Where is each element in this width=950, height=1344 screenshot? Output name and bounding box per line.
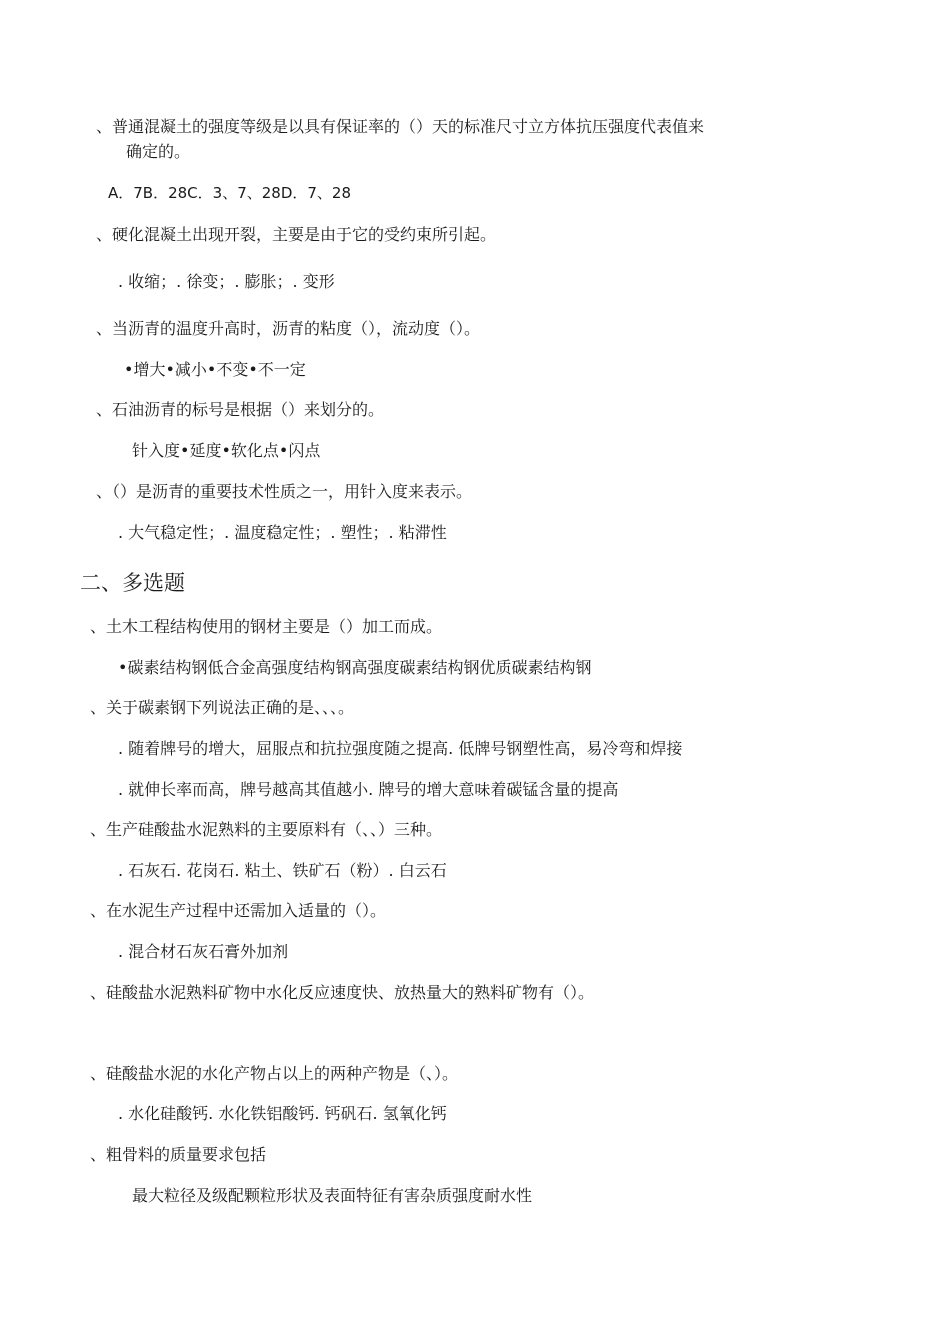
mc-question-4-options: . 混合材石灰石膏外加剂	[118, 942, 289, 961]
mc-question-4-text: 、在水泥生产过程中还需加入适量的（）。	[90, 901, 387, 920]
question-3-text: 、当沥青的温度升高时，沥青的粘度（），流动度（）。	[96, 319, 481, 338]
mc-question-3-text: 、生产硅酸盐水泥熟料的主要原料有（、、）三种。	[90, 820, 443, 839]
question-4-options: 针入度•延度•软化点•闪点	[132, 441, 321, 460]
question-1-options: A．7B．28C．3、7、28D．7、28	[108, 184, 352, 202]
question-1-text: 、普通混凝土的强度等级是以具有保证率的（）天的标准尺寸立方体抗压强度代表值来	[96, 117, 705, 136]
mc-question-6-text: 、硅酸盐水泥的水化产物占以上的两种产物是（、）。	[90, 1064, 459, 1083]
question-3-options: •增大•减小•不变•不一定	[124, 360, 306, 379]
section-heading-multiple-choice: 二、多选题	[80, 571, 185, 595]
mc-question-7-text: 、粗骨料的质量要求包括	[90, 1145, 267, 1164]
question-1-text-continued: 确定的。	[126, 142, 191, 161]
mc-question-2-text: 、关于碳素钢下列说法正确的是、、、。	[90, 698, 355, 717]
question-2-text: 、硬化混凝土出现开裂，主要是由于它的受约束所引起。	[96, 225, 497, 244]
question-2-options: . 收缩；. 徐变；. 膨胀；. 变形	[118, 272, 335, 291]
question-5-options: . 大气稳定性；. 温度稳定性；. 塑性；. 粘滞性	[118, 523, 447, 542]
mc-question-7-options: 最大粒径及级配颗粒形状及表面特征有害杂质强度耐水性	[132, 1186, 533, 1205]
mc-question-1-options: •碳素结构钢低合金高强度结构钢高强度碳素结构钢优质碳素结构钢	[118, 658, 592, 677]
mc-question-2-options-a: . 随着牌号的增大，屈服点和抗拉强度随之提高. 低牌号钢塑性高，易冷弯和焊接	[118, 739, 683, 758]
mc-question-2-options-b: . 就伸长率而高，牌号越高其值越小. 牌号的增大意味着碳锰含量的提高	[118, 780, 619, 799]
question-5-text: 、（）是沥青的重要技术性质之一，用针入度来表示。	[96, 482, 473, 501]
mc-question-3-options: . 石灰石. 花岗石. 粘土、铁矿石（粉）. 白云石	[118, 861, 447, 880]
mc-question-1-text: 、土木工程结构使用的钢材主要是（）加工而成。	[90, 617, 443, 636]
question-4-text: 、石油沥青的标号是根据（）来划分的。	[96, 400, 385, 419]
mc-question-5-text: 、硅酸盐水泥熟料矿物中水化反应速度快、放热量大的熟料矿物有（）。	[90, 983, 595, 1002]
mc-question-6-options: . 水化硅酸钙. 水化铁铝酸钙. 钙矾石. 氢氧化钙	[118, 1104, 447, 1123]
